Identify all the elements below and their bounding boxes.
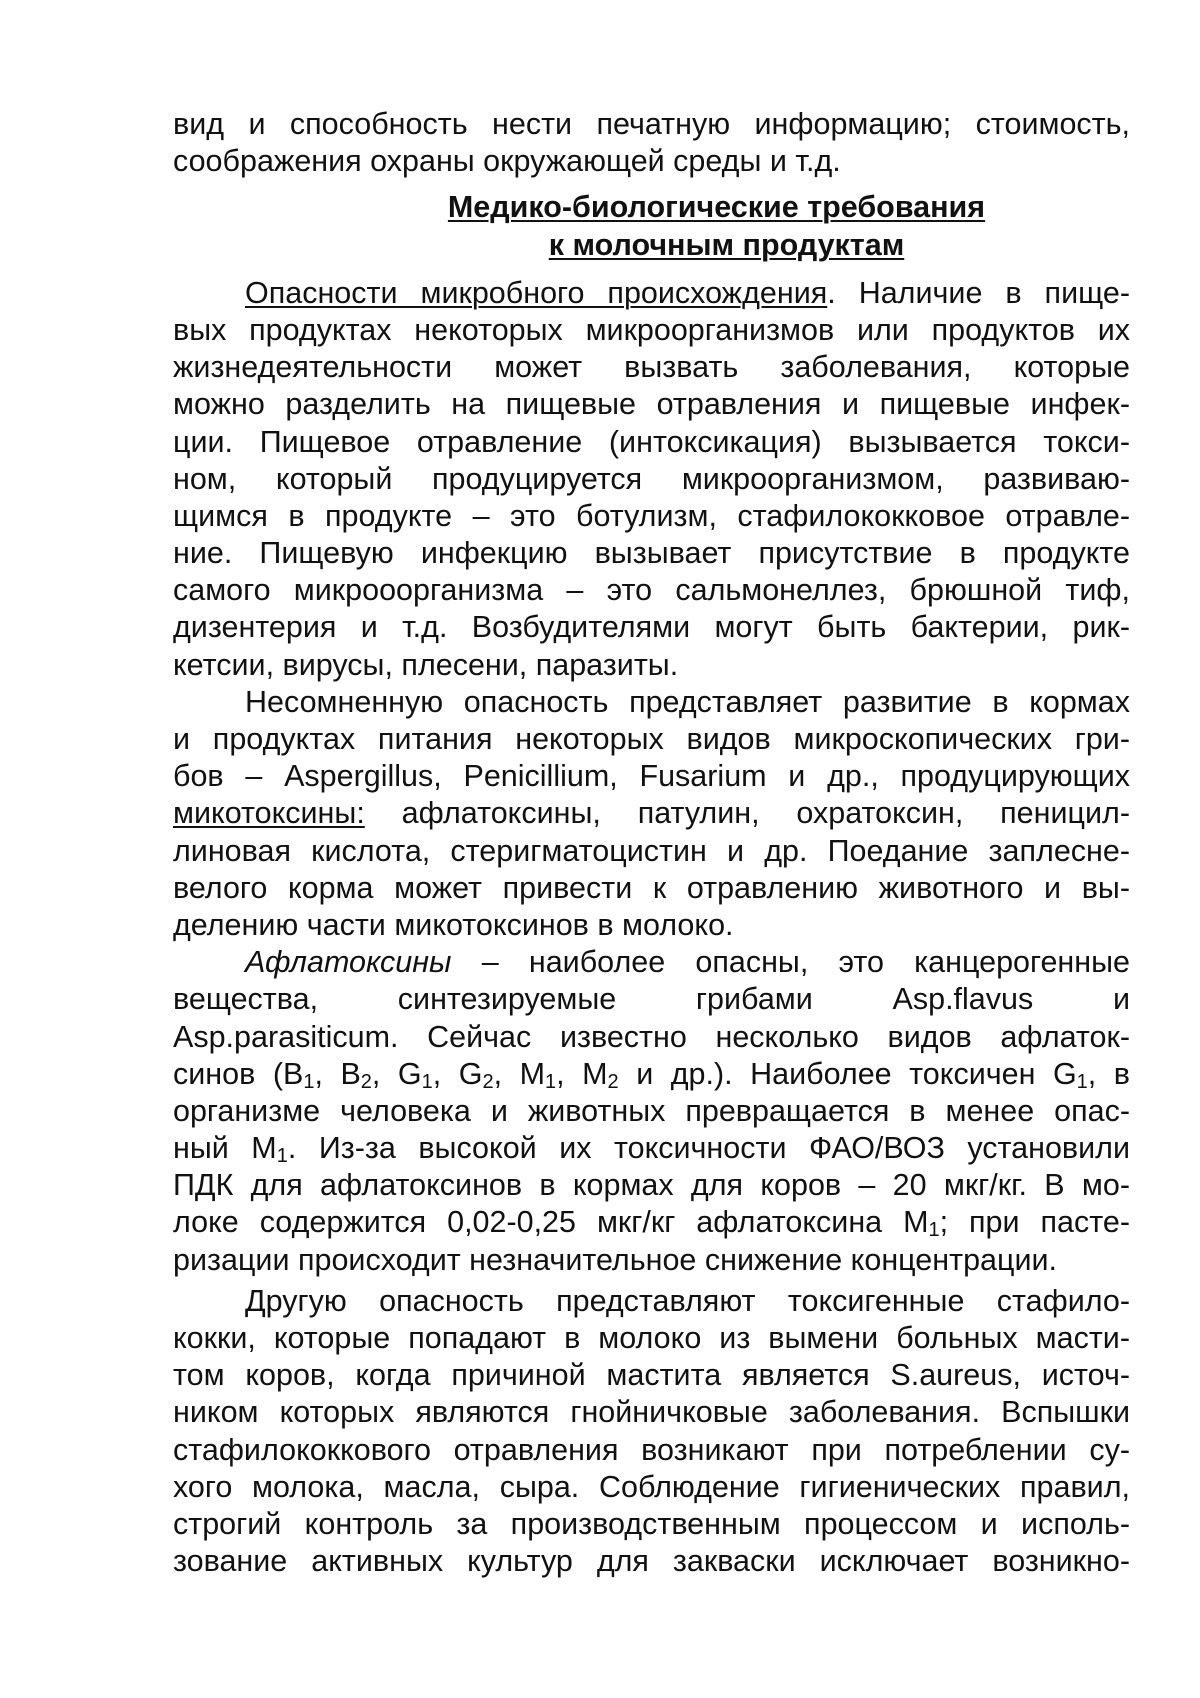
subscript: 1 bbox=[1076, 1070, 1088, 1093]
text-run: афлатоксины, патулин, охратоксин, пеницил- bbox=[364, 796, 1130, 831]
paragraph-line: щимся в продукте – это ботулизм, стафилококковое отравле- bbox=[173, 498, 1130, 533]
paragraph-line: можно разделить на пищевые отравления и пищевые инфек- bbox=[173, 387, 1130, 422]
paragraph-line: ном, который продуцируется микроорганизмом, развиваю- bbox=[173, 461, 1130, 496]
intro-line-1: вид и способность нести печатную информацию; стоимость, bbox=[173, 107, 1130, 141]
subscript: 1 bbox=[928, 1219, 940, 1242]
text-run: , G bbox=[371, 1056, 422, 1091]
subscript: 2 bbox=[607, 1070, 619, 1093]
paragraph-line: ПДК для афлатоксинов в кормах для коров – 20 мкг/кг. В мо- bbox=[173, 1168, 1130, 1203]
paragraph-microbial-hazards bbox=[173, 275, 1130, 684]
text-run: . Наличие в пище- bbox=[827, 275, 1130, 310]
paragraph-line: ником которых являются гнойничковые заболевания. Вспышки bbox=[173, 1395, 1130, 1430]
subscript: 1 bbox=[545, 1070, 557, 1093]
paragraph-line: линовая кислота, стеригматоцистин и др. Поедание заплесне- bbox=[173, 833, 1130, 868]
paragraph-line: велого корма может привести к отравлению животного и вы- bbox=[173, 870, 1130, 905]
paragraph-line bbox=[173, 1130, 1130, 1167]
paragraph-line: организме человека и животных превращается в менее опас- bbox=[173, 1093, 1130, 1128]
paragraph-staphylococci bbox=[173, 1283, 1130, 1581]
paragraph-line bbox=[173, 1056, 1130, 1093]
intro-line-2: соображения охраны окружающей среды и т.д. bbox=[173, 144, 841, 179]
paragraph-line: дизентерия и т.д. Возбудителями могут быть бактерии, рик- bbox=[173, 610, 1130, 645]
paragraph-line: зование активных культур для закваски исключает возникно- bbox=[173, 1544, 1130, 1579]
paragraph-line: вых продуктах некоторых микроорганизмов или продуктов их bbox=[173, 312, 1130, 347]
paragraph-line: жизнедеятельности может вызвать заболевания, которые bbox=[173, 350, 1130, 385]
text-run: , в bbox=[1087, 1056, 1130, 1091]
text-run: – наиболее опасны, это канцерогенные bbox=[451, 945, 1130, 980]
section-heading-line-2: к молочным продуктам bbox=[548, 227, 905, 262]
underlined-term: микотоксины: bbox=[173, 796, 365, 831]
paragraph-line: ризации происходит незначительное снижение концентрации. bbox=[173, 1242, 1058, 1277]
paragraph-aflatoxins bbox=[173, 944, 1130, 1279]
text-run: ный M bbox=[173, 1131, 277, 1166]
text-run: ; при пасте- bbox=[939, 1205, 1130, 1240]
italic-term: Афлатоксины bbox=[245, 945, 452, 980]
text-run: , G bbox=[432, 1056, 483, 1091]
subscript: 2 bbox=[482, 1070, 494, 1093]
paragraph-line bbox=[173, 795, 1130, 832]
paragraph-line: Другую опасность представляют токсигенные стафило- bbox=[245, 1283, 1130, 1318]
paragraph-line bbox=[173, 1204, 1130, 1241]
paragraph-line: и продуктах питания некоторых видов микроскопических гри- bbox=[173, 722, 1130, 756]
text-run: . Из-за высокой их токсичности ФАО/ВОЗ установили bbox=[287, 1131, 1130, 1166]
paragraph-line: делению части микотоксинов в молоко. bbox=[173, 907, 734, 942]
paragraph-line: вещества, синтезируемые грибами Asp.flavus и bbox=[173, 982, 1130, 1017]
text-run: , M bbox=[556, 1056, 608, 1091]
paragraph-line: Asp.parasiticum. Сейчас известно несколько видов афлаток- bbox=[173, 1019, 1130, 1054]
text-run: и др.). Наиболее токсичен G bbox=[618, 1056, 1077, 1091]
paragraph-line: строгий контроль за производственным процессом и исполь- bbox=[173, 1506, 1130, 1541]
paragraph-line: стафилококкового отравления возникают при потреблении су- bbox=[173, 1432, 1130, 1467]
paragraph-line: Несомненную опасность представляет развитие в кормах bbox=[245, 684, 1130, 719]
subscript: 1 bbox=[421, 1070, 433, 1093]
paragraph-line: самого микрооорганизма – это сальмонеллез, брюшной тиф, bbox=[173, 573, 1130, 608]
paragraph-line: ние. Пищевую инфекцию вызывает присутствие в продукте bbox=[173, 536, 1130, 571]
document-page bbox=[173, 106, 1130, 1580]
text-run: , B bbox=[314, 1056, 361, 1091]
paragraph-subtitle: Опасности микробного происхождения bbox=[245, 275, 828, 310]
subscript: 2 bbox=[360, 1070, 372, 1093]
section-heading-line-1: Медико-биологические требования bbox=[447, 190, 986, 225]
text-run: синов (B bbox=[173, 1056, 304, 1091]
paragraph-line bbox=[173, 275, 1130, 312]
paragraph-line: ции. Пищевое отравление (интоксикация) вызывается токси- bbox=[173, 424, 1130, 459]
paragraph-line bbox=[173, 944, 1130, 981]
paragraph-line: бов – Aspergillus, Penicillium, Fusarium и др., продуцирующих bbox=[173, 759, 1130, 794]
paragraph-line: хого молока, масла, сыра. Соблюдение гигиенических правил, bbox=[173, 1469, 1130, 1504]
text-run: , M bbox=[493, 1056, 546, 1091]
text-run: локе содержится 0,02-0,25 мкг/кг афлатоксина M bbox=[173, 1205, 929, 1240]
paragraph-line: том коров, когда причиной мастита является S.aureus, источ- bbox=[173, 1358, 1130, 1393]
subscript: 1 bbox=[276, 1145, 288, 1168]
subscript: 1 bbox=[303, 1070, 315, 1093]
paragraph-line: кокки, которые попадают в молоко из вымени больных масти- bbox=[173, 1321, 1130, 1355]
paragraph-mycotoxins bbox=[173, 684, 1130, 944]
paragraph-line: кетсии, вирусы, плесени, паразиты. bbox=[173, 647, 679, 682]
